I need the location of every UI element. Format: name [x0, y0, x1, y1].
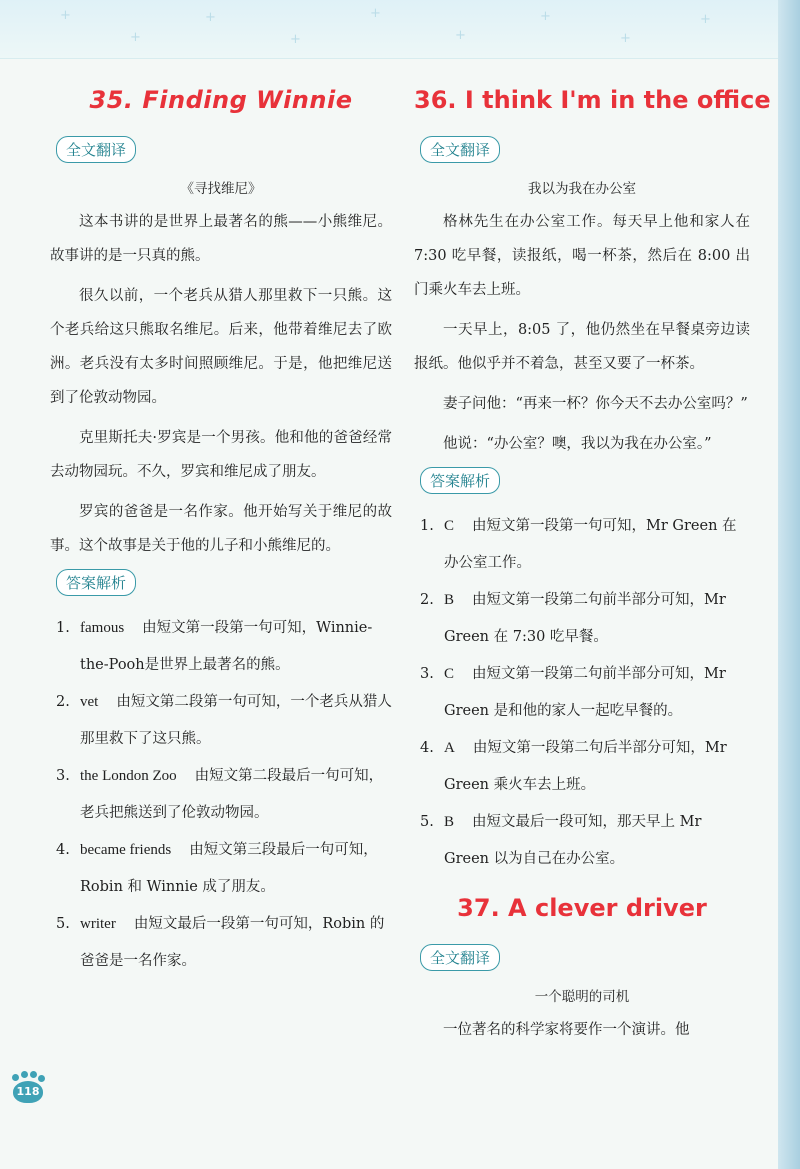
answer-number: 4.	[420, 740, 434, 756]
answer-item	[414, 804, 750, 878]
answer-number: 1.	[56, 620, 70, 636]
answer-key: A	[444, 740, 455, 756]
paw-toe-icon	[12, 1074, 19, 1081]
answer-key: vet	[80, 694, 99, 710]
answer-number: 5.	[420, 814, 434, 830]
translation-paragraph: 格林先生在办公室工作。每天早上他和家人在 7:30 吃早餐，读报纸，喝一杯茶，然后在 8:00 出门乘火车去上班。	[414, 214, 750, 298]
translation-paragraph: 很久以前，一个老兵从猎人那里救下一只熊。这个老兵给这只熊取名维尼。后来，他带着维尼去了欧洲。老兵没有太多时间照顾维尼。于是，他把维尼送到了伦敦动物园。	[50, 288, 392, 406]
paw-toe-icon	[21, 1071, 28, 1078]
answer-key: the London Zoo	[80, 768, 177, 784]
answer-explanation: 由短文第一段第二句前半部分可知，Mr Green 在 7:30 吃早餐。	[444, 592, 726, 645]
answer-explanation: 由短文最后一段可知，那天早上 Mr Green 以为自己在办公室。	[444, 814, 702, 867]
top-decorative-band: + + + + + + + + +	[0, 0, 800, 59]
answer-explanation: 由短文第一段第二句前半部分可知，Mr Green 是和他的家人一起吃早餐的。	[444, 666, 726, 719]
right-column	[414, 78, 771, 1053]
translation-paragraph: 罗宾的爸爸是一名作家。他开始写关于维尼的故事。这个故事是关于他的儿子和小熊维尼的。	[50, 504, 392, 554]
answer-key: writer	[80, 916, 116, 932]
paw-toe-icon	[38, 1075, 45, 1082]
page-number-badge	[10, 1071, 44, 1105]
answer-item	[50, 906, 392, 980]
answer-explanation: 由短文第二段最后一句可知，老兵把熊送到了伦敦动物园。	[80, 768, 384, 821]
answer-number: 5.	[56, 916, 70, 932]
answer-item	[50, 684, 392, 758]
answer-explanation: 由短文最后一段第一句可知，Robin 的爸爸是一名作家。	[80, 916, 385, 969]
translation-paragraph: 妻子问他：“再来一杯？你今天不去办公室吗？”	[443, 396, 748, 412]
left-column	[50, 78, 392, 980]
answer-item	[414, 656, 750, 730]
section-36-title: 36. I think I'm in the office	[414, 86, 771, 114]
answer-number: 1.	[420, 518, 434, 534]
translation-subtitle: 一个聪明的司机	[534, 989, 630, 1005]
page-number: 118	[16, 1085, 40, 1098]
translation-paragraph: 一位著名的科学家将要作一个演讲。他	[443, 1022, 690, 1038]
answer-key: became friends	[80, 842, 172, 858]
paw-toe-icon	[30, 1071, 37, 1078]
translation-tag: 全文翻译	[420, 944, 500, 971]
answer-key: C	[444, 518, 455, 534]
answer-key: B	[444, 592, 455, 608]
answers-tag: 答案解析	[56, 569, 136, 596]
answer-number: 3.	[56, 768, 70, 784]
answer-item	[414, 508, 750, 582]
translation-subtitle: 我以为我在办公室	[528, 181, 636, 197]
answer-key: C	[444, 666, 455, 682]
translation-subtitle: 《寻找维尼》	[180, 181, 262, 197]
answer-number: 4.	[56, 842, 70, 858]
answer-list	[50, 610, 392, 980]
answer-key: famous	[80, 620, 125, 636]
answer-list	[414, 508, 750, 878]
answer-explanation: 由短文第一段第二句后半部分可知，Mr Green 乘火车去上班。	[444, 740, 727, 793]
right-edge-strip	[778, 0, 800, 1169]
answer-number: 2.	[420, 592, 434, 608]
translation-tag: 全文翻译	[420, 136, 500, 163]
section-37-title: 37. A clever driver	[457, 894, 707, 922]
answer-key: B	[444, 814, 455, 830]
answer-explanation: 由短文第二段第一句可知，一个老兵从猎人那里救下了这只熊。	[80, 694, 392, 747]
answer-item	[50, 832, 392, 906]
translation-paragraph: 一天早上，8:05 了，他仍然坐在早餐桌旁边读报纸。他似乎并不着急，甚至又要了一杯茶。	[414, 322, 750, 372]
answer-number: 2.	[56, 694, 70, 710]
answers-tag: 答案解析	[420, 467, 500, 494]
answer-item	[414, 582, 750, 656]
answer-explanation: 由短文第三段最后一句可知，Robin 和 Winnie 成了朋友。	[80, 842, 378, 895]
section-35-title: 35. Finding Winnie	[89, 86, 353, 114]
answer-number: 3.	[420, 666, 434, 682]
answer-item	[50, 610, 392, 684]
answer-item	[414, 730, 750, 804]
answer-explanation: 由短文第一段第一句可知，Mr Green 在办公室工作。	[444, 518, 737, 571]
translation-paragraph: 他说：“办公室？噢，我以为我在办公室。”	[443, 436, 712, 452]
translation-tag: 全文翻译	[56, 136, 136, 163]
translation-paragraph: 克里斯托夫·罗宾是一个男孩。他和他的爸爸经常去动物园玩。不久，罗宾和维尼成了朋友。	[50, 430, 392, 480]
translation-paragraph: 这本书讲的是世界上最著名的熊——小熊维尼。故事讲的是一只真的熊。	[50, 214, 392, 264]
answer-item	[50, 758, 392, 832]
answer-explanation: 由短文第一段第一句可知，Winnie-the-Pooh是世界上最著名的熊。	[80, 620, 373, 673]
